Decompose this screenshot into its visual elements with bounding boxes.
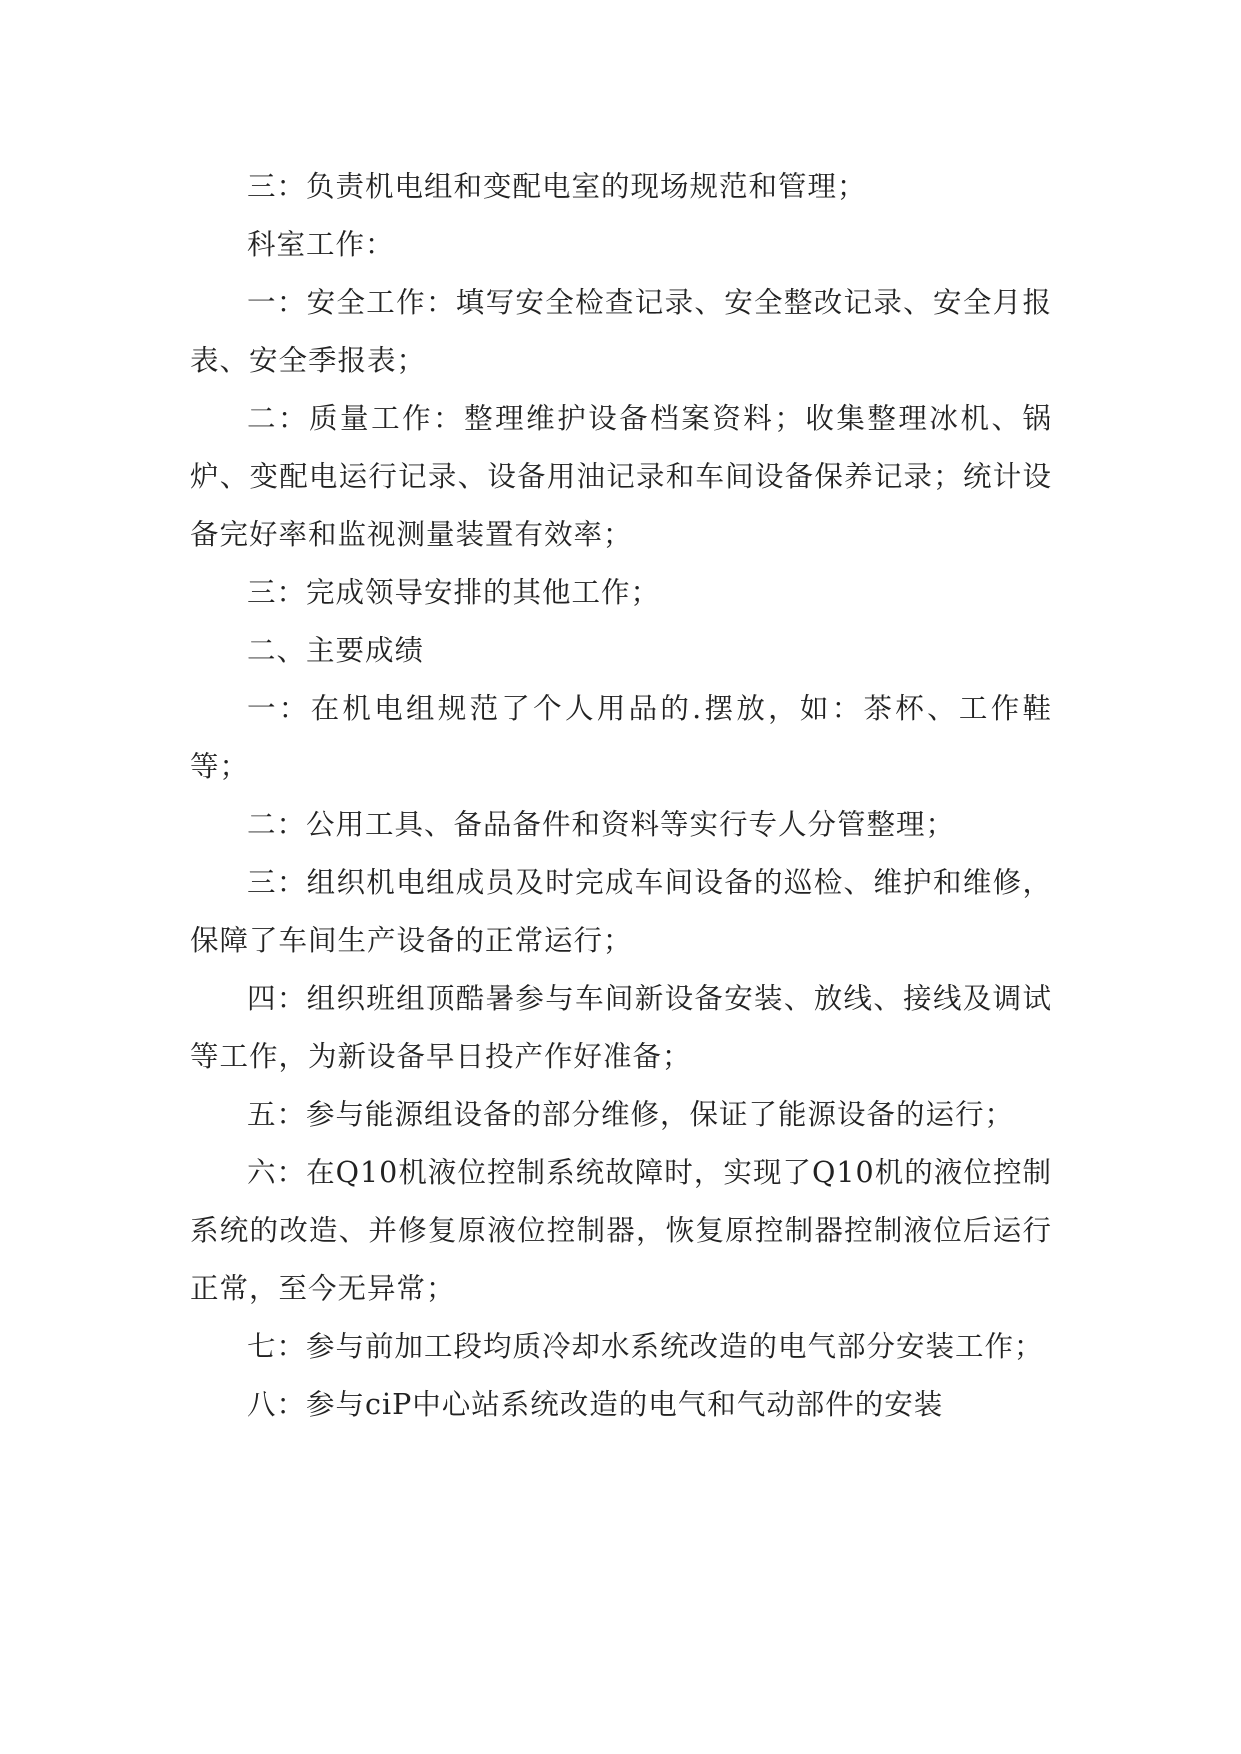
paragraph-12: 六：在Q10机液位控制系统故障时，实现了Q10机的液位控制系统的改造、并修复原液位控制器，恢复原控制器控制液位后运行正常，至今无异常； [190,1156,1052,1305]
paragraph-7: 一：在机电组规范了个人用品的.摆放，如：茶杯、工作鞋等； [190,692,1052,783]
paragraph-14: 八：参与ciP中心站系统改造的电气和气动部件的安装 [247,1388,944,1421]
paragraph-10: 四：组织班组顶酷暑参与车间新设备安装、放线、接线及调试等工作，为新设备早日投产作好准备； [190,982,1052,1073]
document-body [190,158,1052,1434]
paragraph-5: 三：完成领导安排的其他工作； [247,576,661,609]
paragraph-8: 二：公用工具、备品备件和资料等实行专人分管整理； [247,808,956,841]
paragraph-2: 科室工作： [247,228,395,261]
paragraph-1: 三：负责机电组和变配电室的现场规范和管理； [247,170,867,203]
paragraph-3: 一：安全工作：填写安全检查记录、安全整改记录、安全月报表、安全季报表； [190,286,1052,377]
paragraph-13: 七：参与前加工段均质冷却水系统改造的电气部分安装工作； [247,1330,1044,1363]
section-heading: 二、主要成绩 [247,634,425,667]
paragraph-9: 三：组织机电组成员及时完成车间设备的巡检、维护和维修，保障了车间生产设备的正常运行； [190,866,1052,957]
paragraph-11: 五：参与能源组设备的部分维修，保证了能源设备的运行； [247,1098,1015,1131]
paragraph-4: 二：质量工作：整理维护设备档案资料；收集整理冰机、锅炉、变配电运行记录、设备用油记录和车间设备保养记录；统计设备完好率和监视测量装置有效率； [190,402,1052,551]
